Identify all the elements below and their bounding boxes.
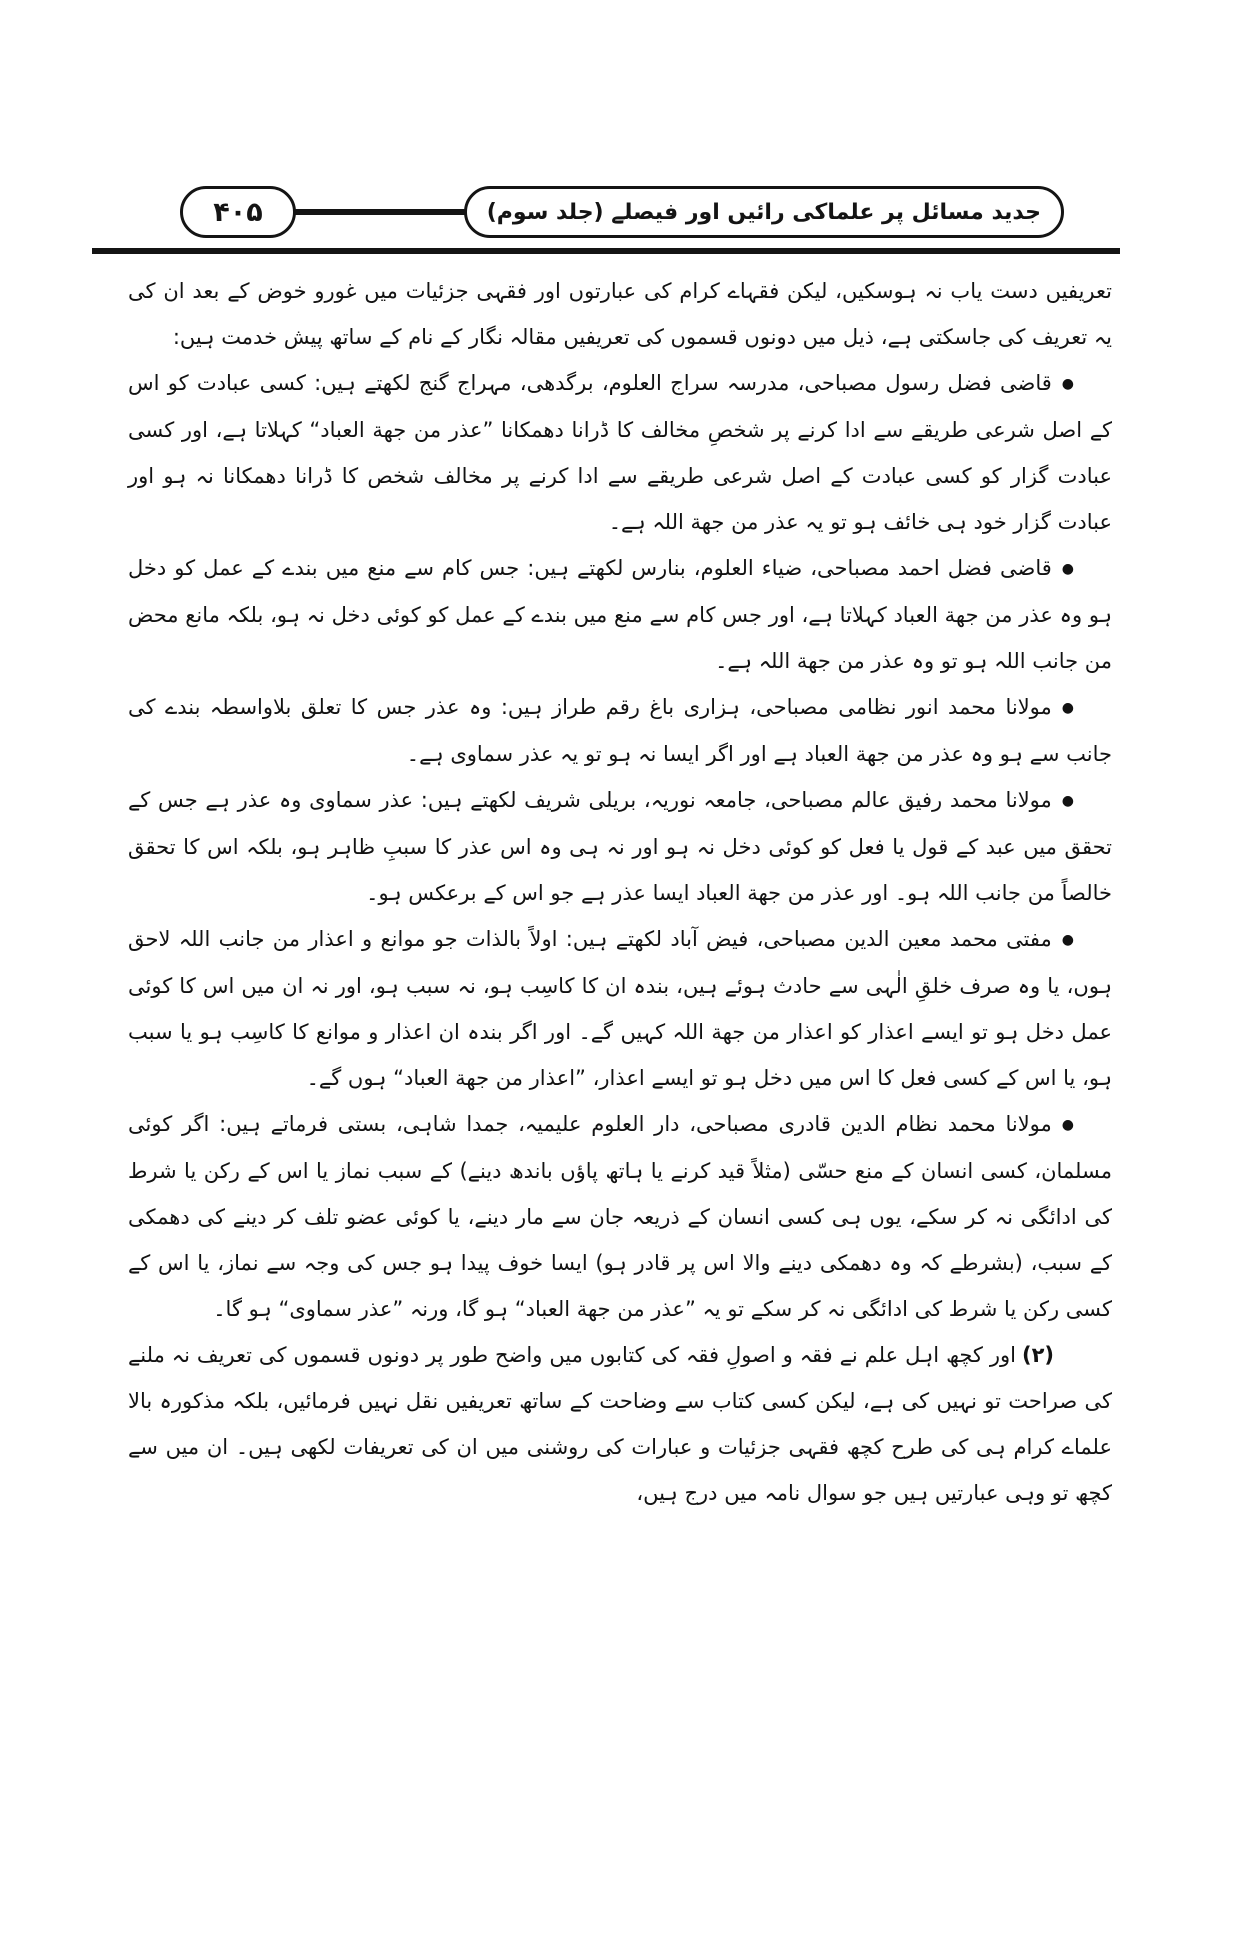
bullet-paragraph	[128, 545, 1112, 684]
item-number: (۲)	[1021, 1343, 1054, 1367]
bullet-icon: ●	[1061, 1117, 1074, 1133]
bullet-text: قاضی فضل احمد مصباحی، ضیاء العلوم، بنارس لکھتے ہیں: جس کام سے منع میں بندے کے عمل کو دخل ہو وہ عذر من جهة العباد کہلاتا ہے، اور جس کام سے منع میں بندے کے عمل کو کوئی دخل نہ ہو، بلکہ مانع محض من جانب اللہ ہو تو وہ عذر من جهة اللہ ہے۔	[128, 556, 1112, 673]
page-header	[180, 186, 1064, 238]
book-title-badge	[464, 186, 1064, 238]
bullet-icon: ●	[1061, 700, 1074, 716]
paragraph-closing	[128, 1332, 1112, 1516]
book-title: جدید مسائل پر علماکی رائیں اور فیصلے (جلد سوم)	[486, 199, 1041, 225]
bullet-icon: ●	[1061, 932, 1074, 948]
book-page	[0, 186, 1240, 1940]
page-number-badge	[180, 186, 296, 238]
bullet-icon: ●	[1061, 561, 1074, 577]
bullet-paragraph	[128, 360, 1112, 545]
bullet-text: مولانا محمد انور نظامی مصباحی، ہزاری باغ رقم طراز ہیں: وہ عذر جس کا تعلق بلاواسطہ بندے کی جانب سے ہو وہ عذر من جهة العباد ہے اور اگر ایسا نہ ہو تو یہ عذر سماوی ہے۔	[128, 695, 1112, 766]
bullet-icon: ●	[1061, 376, 1074, 392]
page-number: ۴۰۵	[213, 196, 263, 228]
bullet-paragraph	[128, 916, 1112, 1101]
closing-text: اور کچھ اہل علم نے فقہ و اصولِ فقہ کی کتابوں میں واضح طور پر دونوں قسموں کی تعریف نہ ملنے کی صراحت تو نہیں کی ہے، لیکن کسی کتاب سے وضاحت کے ساتھ تعریفیں نقل نہیں فرمائیں، بلکہ مذکورہ بالا علماے کرام ہی کی طرح کچھ فقہی جزئیات و عبارات کی روشنی میں ان کی تعریفات لکھی ہیں۔ ان میں سے کچھ تو وہی عبارتیں ہیں جو سوال نامہ میں درج ہیں،	[128, 1343, 1112, 1505]
bullet-text: قاضی فضل رسول مصباحی، مدرسہ سراج العلوم، برگدھی، مہراج گنج لکھتے ہیں: کسی عبادت کو اس کے اصل شرعی طریقے سے ادا کرنے پر شخصِ مخالف کا ڈرانا دھمکانا ”عذر من جهة العباد“ کہلاتا ہے، اور کسی عبادت گزار کو کسی عبادت کے اصل شرعی طریقے سے ادا کرنے پر مخالف شخص کا ڈرانا دھمکانا نہ ہو اور عبادت گزار خود ہی خائف ہو تو یہ عذر من جهة اللہ ہے۔	[128, 371, 1112, 534]
bullet-text: مولانا محمد رفیق عالم مصباحی، جامعہ نوریہ، بریلی شریف لکھتے ہیں: عذر سماوی وہ عذر ہے جس کے تحقق میں عبد کے قول یا فعل کو کوئی دخل نہ ہو اور نہ ہی وہ اس عذر کا سببِ ظاہر ہو، بلکہ اس کا تحقق خالصاً من جانب اللہ ہو۔ اور عذر من جهة العباد ایسا عذر ہے جو اس کے برعکس ہو۔	[128, 788, 1112, 905]
header-double-line	[290, 209, 470, 215]
page-body	[128, 268, 1112, 1516]
bullet-icon: ●	[1061, 793, 1074, 809]
bullet-text: مولانا محمد نظام الدین قادری مصباحی، دار العلوم علیمیہ، جمدا شاہی، بستی فرماتے ہیں: اگر کوئی مسلمان، کسی انسان کے منع حسّی (مثلاً قید کرنے یا ہاتھ پاؤں باندھ دینے) کے سبب نماز یا اس کے رکن یا شرط کی ادائگی نہ کر سکے، یوں ہی کسی انسان کے ذریعہ جان سے مار دینے، یا کوئی عضو تلف کر دینے کی دھمکی کے سبب، (بشرطے کہ وہ دھمکی دینے والا اس پر قادر ہو) ایسا خوف پیدا ہو جس کی وجہ سے نماز، یا اس کے کسی رکن یا شرط کی ادائگی نہ کر سکے تو یہ ”عذر من جهة العباد“ ہو گا، ورنہ ”عذر سماوی“ ہو گا۔	[128, 1112, 1112, 1321]
bullet-paragraph	[128, 777, 1112, 916]
bullet-text: مفتی محمد معین الدین مصباحی، فیض آباد لکھتے ہیں: اولاً بالذات جو موانع و اعذار من جانب اللہ لاحق ہوں، یا وہ صرف خلقِ الٰہی سے حادث ہوئے ہیں، بندہ ان کا کاسِب ہو، نہ سبب ہو، اور نہ ان میں اس کا کوئی عمل دخل ہو تو ایسے اعذار کو اعذار من جهة اللہ کہیں گے۔ اور اگر بندہ ان اعذار و موانع کا کاسِب ہو یا سبب ہو، یا اس کے کسی فعل کا اس میں دخل ہو تو ایسے اعذار، ”اعذار من جهة العباد“ ہوں گے۔	[128, 927, 1112, 1090]
header-rule	[92, 248, 1120, 254]
paragraph-intro	[128, 268, 1112, 360]
bullet-paragraph	[128, 684, 1112, 777]
intro-text: تعریفیں دست یاب نہ ہوسکیں، لیکن فقہاے کرام کی عبارتوں اور فقہی جزئیات میں غورو خوض کے بعد ان کی یہ تعریف کی جاسکتی ہے، ذیل میں دونوں قسموں کی تعریفیں مقالہ نگار کے نام کے ساتھ پیش خدمت ہیں:	[128, 279, 1112, 349]
bullet-paragraph	[128, 1101, 1112, 1332]
